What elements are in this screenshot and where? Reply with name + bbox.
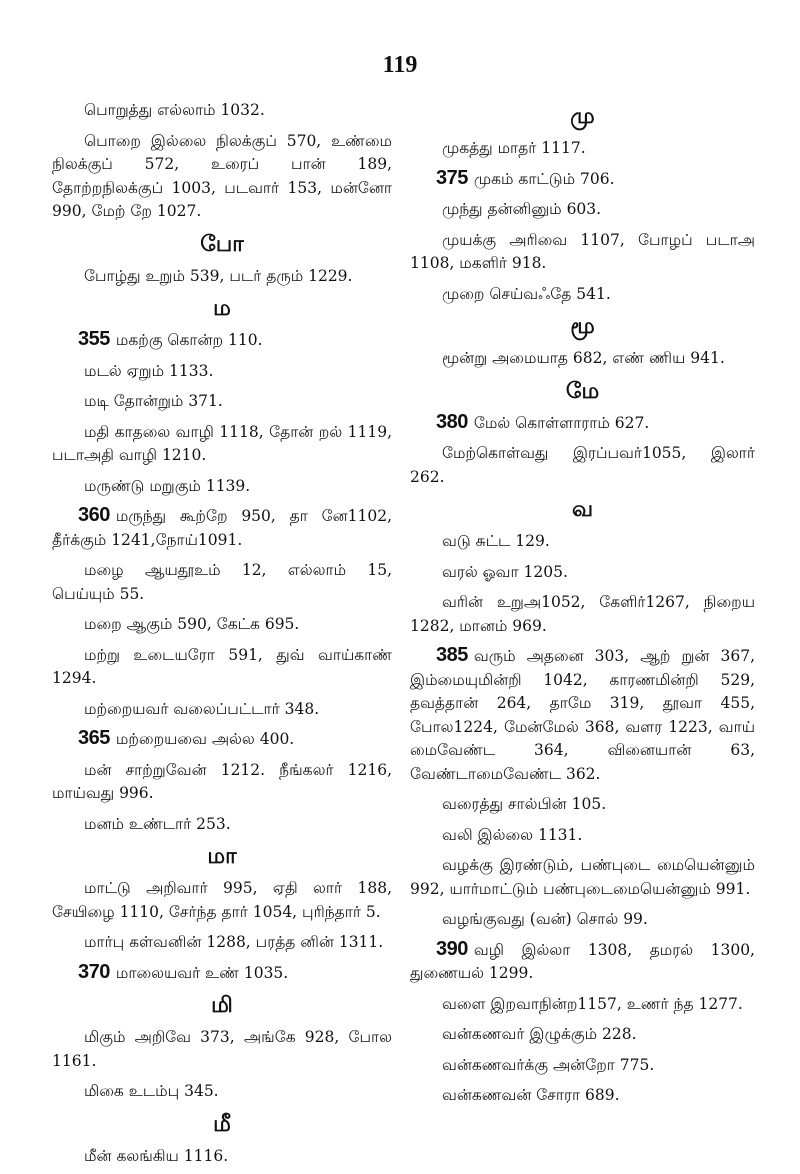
entry-text: வழி இல்லா 1308, தமரல் 1300, துணையல் 1299. [410,940,755,982]
index-entry [52,264,392,289]
index-entry [410,823,755,848]
section-heading: ம [213,295,231,321]
index-entry [52,504,392,552]
entry-number: 355 [78,328,110,350]
right-column [410,98,755,1114]
index-entry [410,197,755,222]
entry-text: மடி தோன்றும் 371. [84,392,223,410]
section-heading: போ [200,230,244,257]
index-entry [52,1025,392,1073]
entry-text: வரின் உறுஅ1052, கேளிர்1267, நிறைய 1282, மானம் 969. [410,593,755,635]
entry-number: 370 [78,960,110,983]
entry-text: முயக்கு அரிவை 1107, போழப் படாஅ 1108, மகளிர் 918. [410,230,755,272]
index-entry [52,612,392,637]
entry-number: 380 [436,410,468,433]
index-entry [52,758,392,806]
index-entry [52,558,392,606]
entry-text: மேற்கொள்வது இரப்பவர்1055, இலார் 262. [410,444,755,486]
section-heading: வ [571,496,594,522]
left-column [52,98,392,1174]
index-entry [52,643,392,691]
entry-text: மகற்கு கொன்ற 110. [115,331,263,349]
entry-number: 390 [436,937,468,960]
entry-text: முகத்து மாதர் 1117. [442,139,586,157]
page-number: 119 [382,52,418,78]
index-entry [410,136,755,161]
entry-text: மாட்டு அறிவார் 995, ஏதி லார் 188, சேயிழை 1110, சேர்ந்த தார் 1054, புரிந்தார் 5. [52,879,392,921]
entry-text: மனம் உண்டார் 253. [84,814,231,833]
index-entry [52,812,392,837]
entry-text: மேல் கொள்ளாராம் 627. [473,413,650,432]
entry-text: வன்கணவன் சோரா 689. [442,1086,620,1104]
index-entry [410,1022,755,1047]
index-entry [52,389,392,414]
entry-text: மற்றையவை அல்ல 400. [115,730,295,748]
entry-text: முந்து தன்னினும் 603. [442,200,602,218]
entry-number: 385 [436,644,468,666]
entry-text: மன் சாற்றுவேன் 1212. நீங்கலர் 1216, மாய்வது 996. [52,760,392,802]
section-heading: மூ [570,313,595,339]
entry-text: வளை இறவாநின்ற1157, உணர் ந்த 1277. [442,994,743,1013]
section-heading: மு [570,103,595,129]
index-entry [410,853,755,901]
index-entry [52,727,392,752]
entry-text: மீன் கலங்கிய 1116. [84,1146,229,1165]
index-entry [52,961,392,986]
index-entry [52,129,392,224]
entry-text: போழ்து உறும் 539, படர் தரும் 1229. [84,266,353,285]
index-entry [410,644,755,786]
entry-text: வழக்கு இரண்டும், பண்புடை மையென்னும் 992, யார்மாட்டும் பண்புடைமையென்னும் 991. [410,856,755,898]
section-heading: மீ [213,1110,231,1137]
index-entry [410,167,755,192]
entry-text: வரல் ஓவா 1205. [442,562,568,581]
index-entry [52,930,392,955]
entry-text: மடல் ஏறும் 1133. [84,361,214,380]
entry-text: முறை செய்வஃதே 541. [442,284,611,303]
entry-text: மிகும் அறிவே 373, அங்கே 928, போல 1161. [52,1028,392,1070]
index-entry [410,411,755,436]
entry-text: வரும் அதனை 303, ஆற் றுன் 367, இம்மையுமின்றி 1042, காரணமின்றி 529, தவத்தான் 264, தாமே 319, தூவா 455, போல1224, மேன்மேல் 368, வளர 1223, வாய் மைவேண்ட 364, வினையான் 63, வேண்டாமைவேண்ட 362. [410,647,755,783]
entry-text: மழை ஆயதூஉம் 12, எல்லாம் 15, பெய்யும் 55. [52,561,392,603]
index-entry [52,876,392,924]
index-entry [52,420,392,468]
entry-text: முகம் காட்டும் 706. [473,169,615,188]
section-heading: மி [211,992,233,1018]
index-entry [410,590,755,638]
index-entry [52,697,392,722]
index-entry [410,228,755,276]
entry-text: மூன்று அமையாத 682, எண் ணிய 941. [442,349,725,367]
entry-text: மிகை உடம்பு 345. [84,1082,219,1100]
entry-text: பொறுத்து எல்லாம் 1032. [84,101,265,119]
entry-text: வரைத்து சால்பின் 105. [442,795,607,813]
index-entry [52,328,392,353]
entry-text: மற்று உடையரோ 591, துவ் வாய்காண் 1294. [52,645,392,687]
entry-text: மதி காதலை வாழி 1118, தோன் றல் 1119, படாஅதி வாழி 1210. [52,422,392,464]
index-entry [410,441,755,489]
index-entry [410,560,755,585]
entry-text: வழங்குவது (வன்) சொல் 99. [442,910,648,928]
entry-number: 375 [436,166,468,189]
index-entry [52,359,392,384]
index-entry [410,1053,755,1078]
index-entry [410,1083,755,1108]
section-heading: மா [207,843,237,869]
entry-text: மருண்டு மறுகும் 1139. [84,476,251,495]
entry-text: வடு சுட்ட 129. [442,532,550,550]
index-entry [410,282,755,307]
entry-text: வன்கணவர் இழுக்கும் 228. [442,1025,637,1043]
entry-text: வலி இல்லை 1131. [442,825,583,844]
index-entry [410,907,755,932]
index-entry [410,938,755,986]
index-entry [410,346,755,371]
entry-text: மறை ஆகும் 590, கேட்க 695. [84,615,300,633]
entry-text: மாலையவர் உண் 1035. [115,963,289,982]
entry-number: 365 [78,727,110,749]
index-entry [410,792,755,817]
index-entry [410,529,755,554]
index-entry [52,98,392,123]
index-entry [52,474,392,499]
entry-text: மருந்து கூற்றே 950, தா னே1102, தீர்க்கும் 1241,நோய்1091. [52,507,392,549]
entry-text: வன்கணவர்க்கு அன்றோ 775. [442,1055,655,1074]
entry-text: மார்பு கள்வனின் 1288, பரத்த னின் 1311. [84,933,384,951]
entry-text: மற்றையவர் வலைப்பட்டார் 348. [84,699,320,718]
section-heading: மே [565,377,600,404]
index-entry [410,992,755,1017]
index-entry [52,1144,392,1169]
entry-number: 360 [78,504,110,526]
entry-text: பொறை இல்லை நிலக்குப் 570, உண்மை நிலக்குப் 572, உரைப் பான் 189, தோற்றநிலக்குப் 1003, படவார் 153, மன்னோ 990, மேற் றே 1027. [52,131,392,220]
